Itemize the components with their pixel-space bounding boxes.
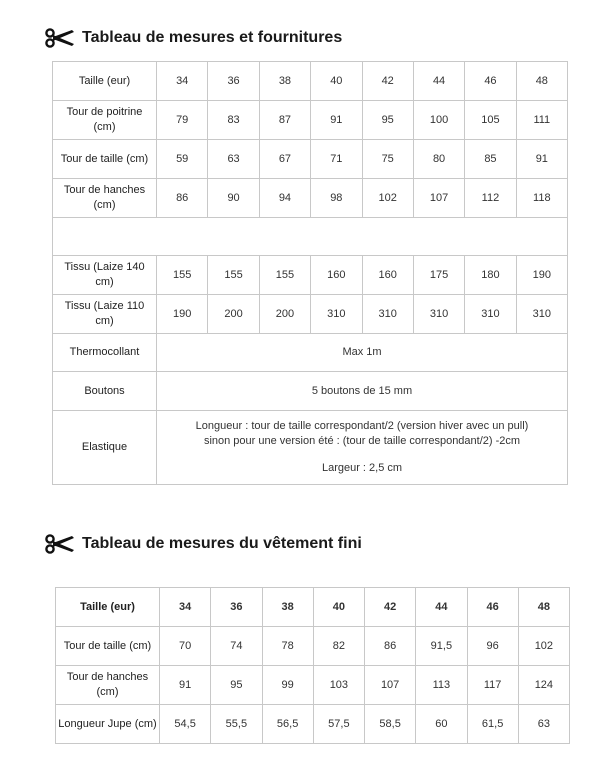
value-cell: 96 xyxy=(467,627,518,666)
value-cell: 95 xyxy=(211,666,262,705)
row-label: Tour de poitrine (cm) xyxy=(53,101,157,140)
value-cell: 63 xyxy=(208,140,259,179)
elastic-label: Elastique xyxy=(53,411,157,485)
value-cell: 175 xyxy=(413,256,464,295)
value-cell: 85 xyxy=(465,140,516,179)
size-cell: 38 xyxy=(262,588,313,627)
size-label: Taille (eur) xyxy=(53,62,157,101)
value-cell: 91 xyxy=(311,101,362,140)
measure-row xyxy=(53,101,568,140)
value-cell: 310 xyxy=(413,295,464,334)
value-cell: 86 xyxy=(157,179,208,218)
thermo-label: Thermocollant xyxy=(53,334,157,372)
value-cell: 87 xyxy=(259,101,310,140)
value-cell: 95 xyxy=(362,101,413,140)
value-cell: 155 xyxy=(157,256,208,295)
section-title-finished-garment xyxy=(44,534,362,554)
value-cell: 102 xyxy=(362,179,413,218)
section-title-text: Tableau de mesures du vêtement fini xyxy=(82,535,362,552)
size-cell: 36 xyxy=(208,62,259,101)
value-cell: 160 xyxy=(311,256,362,295)
size-cell: 44 xyxy=(413,62,464,101)
value-cell: 102 xyxy=(518,627,569,666)
value-cell: 74 xyxy=(211,627,262,666)
value-cell: 107 xyxy=(365,666,416,705)
scissors-icon xyxy=(44,534,76,554)
size-label: Taille (eur) xyxy=(56,588,160,627)
measurements-table xyxy=(52,61,568,485)
measure-row xyxy=(56,666,570,705)
value-cell: 98 xyxy=(311,179,362,218)
value-cell: 71 xyxy=(311,140,362,179)
elastic-text-line: Longueur : tour de taille correspondant/2 (version hiver avec un pull) xyxy=(195,420,529,432)
value-cell: 100 xyxy=(413,101,464,140)
buttons-value: 5 boutons de 15 mm xyxy=(157,372,568,411)
elastic-row xyxy=(53,411,568,485)
size-row xyxy=(53,62,568,101)
elastic-value xyxy=(157,411,568,485)
value-cell: 310 xyxy=(311,295,362,334)
value-cell: 310 xyxy=(362,295,413,334)
value-cell: 83 xyxy=(208,101,259,140)
value-cell: 63 xyxy=(518,705,569,744)
measure-row xyxy=(53,140,568,179)
empty-separator-row xyxy=(53,218,568,256)
value-cell: 180 xyxy=(465,256,516,295)
scissors-icon xyxy=(44,28,76,48)
measure-row xyxy=(56,627,570,666)
size-cell: 46 xyxy=(465,62,516,101)
measure-row xyxy=(53,179,568,218)
thermo-row xyxy=(53,334,568,372)
size-cell: 36 xyxy=(211,588,262,627)
value-cell: 160 xyxy=(362,256,413,295)
value-cell: 117 xyxy=(467,666,518,705)
row-label: Tour de taille (cm) xyxy=(53,140,157,179)
value-cell: 61,5 xyxy=(467,705,518,744)
spacer xyxy=(159,449,565,461)
value-cell: 67 xyxy=(259,140,310,179)
value-cell: 200 xyxy=(259,295,310,334)
fabric-row xyxy=(53,256,568,295)
size-cell: 42 xyxy=(362,62,413,101)
value-cell: 56,5 xyxy=(262,705,313,744)
value-cell: 60 xyxy=(416,705,467,744)
elastic-width-line: Largeur : 2,5 cm xyxy=(321,462,403,474)
value-cell: 112 xyxy=(465,179,516,218)
section-title-measurements xyxy=(44,28,342,48)
size-cell: 34 xyxy=(157,62,208,101)
row-label: Tour de hanches (cm) xyxy=(53,179,157,218)
value-cell: 310 xyxy=(465,295,516,334)
value-cell: 105 xyxy=(465,101,516,140)
value-cell: 124 xyxy=(518,666,569,705)
value-cell: 111 xyxy=(516,101,567,140)
value-cell: 59 xyxy=(157,140,208,179)
value-cell: 57,5 xyxy=(313,705,364,744)
buttons-row xyxy=(53,372,568,411)
value-cell: 80 xyxy=(413,140,464,179)
size-cell: 38 xyxy=(259,62,310,101)
elastic-text-line: sinon pour une version été : (tour de taille correspondant/2) -2cm xyxy=(203,435,521,447)
empty-cell xyxy=(53,218,568,256)
value-cell: 79 xyxy=(157,101,208,140)
size-cell: 48 xyxy=(518,588,569,627)
value-cell: 90 xyxy=(208,179,259,218)
buttons-label: Boutons xyxy=(53,372,157,411)
size-cell: 48 xyxy=(516,62,567,101)
value-cell: 200 xyxy=(208,295,259,334)
value-cell: 155 xyxy=(259,256,310,295)
value-cell: 54,5 xyxy=(160,705,211,744)
row-label: Tissu (Laize 110 cm) xyxy=(53,295,157,334)
value-cell: 99 xyxy=(262,666,313,705)
value-cell: 107 xyxy=(413,179,464,218)
size-row xyxy=(56,588,570,627)
value-cell: 94 xyxy=(259,179,310,218)
value-cell: 310 xyxy=(516,295,567,334)
row-label: Tissu (Laize 140 cm) xyxy=(53,256,157,295)
value-cell: 70 xyxy=(160,627,211,666)
value-cell: 103 xyxy=(313,666,364,705)
fabric-row xyxy=(53,295,568,334)
size-cell: 44 xyxy=(416,588,467,627)
value-cell: 78 xyxy=(262,627,313,666)
value-cell: 118 xyxy=(516,179,567,218)
value-cell: 190 xyxy=(157,295,208,334)
size-cell: 42 xyxy=(365,588,416,627)
value-cell: 75 xyxy=(362,140,413,179)
row-label: Tour de hanches (cm) xyxy=(56,666,160,705)
value-cell: 58,5 xyxy=(365,705,416,744)
thermo-value: Max 1m xyxy=(157,334,568,372)
value-cell: 91 xyxy=(160,666,211,705)
value-cell: 55,5 xyxy=(211,705,262,744)
section-title-text: Tableau de mesures et fournitures xyxy=(82,29,343,46)
value-cell: 190 xyxy=(516,256,567,295)
size-cell: 34 xyxy=(160,588,211,627)
size-cell: 40 xyxy=(311,62,362,101)
row-label: Tour de taille (cm) xyxy=(56,627,160,666)
size-cell: 46 xyxy=(467,588,518,627)
value-cell: 86 xyxy=(365,627,416,666)
value-cell: 91 xyxy=(516,140,567,179)
value-cell: 91,5 xyxy=(416,627,467,666)
value-cell: 113 xyxy=(416,666,467,705)
size-cell: 40 xyxy=(313,588,364,627)
value-cell: 155 xyxy=(208,256,259,295)
value-cell: 82 xyxy=(313,627,364,666)
measure-row xyxy=(56,705,570,744)
row-label: Longueur Jupe (cm) xyxy=(56,705,160,744)
finished-garment-table xyxy=(55,587,570,744)
